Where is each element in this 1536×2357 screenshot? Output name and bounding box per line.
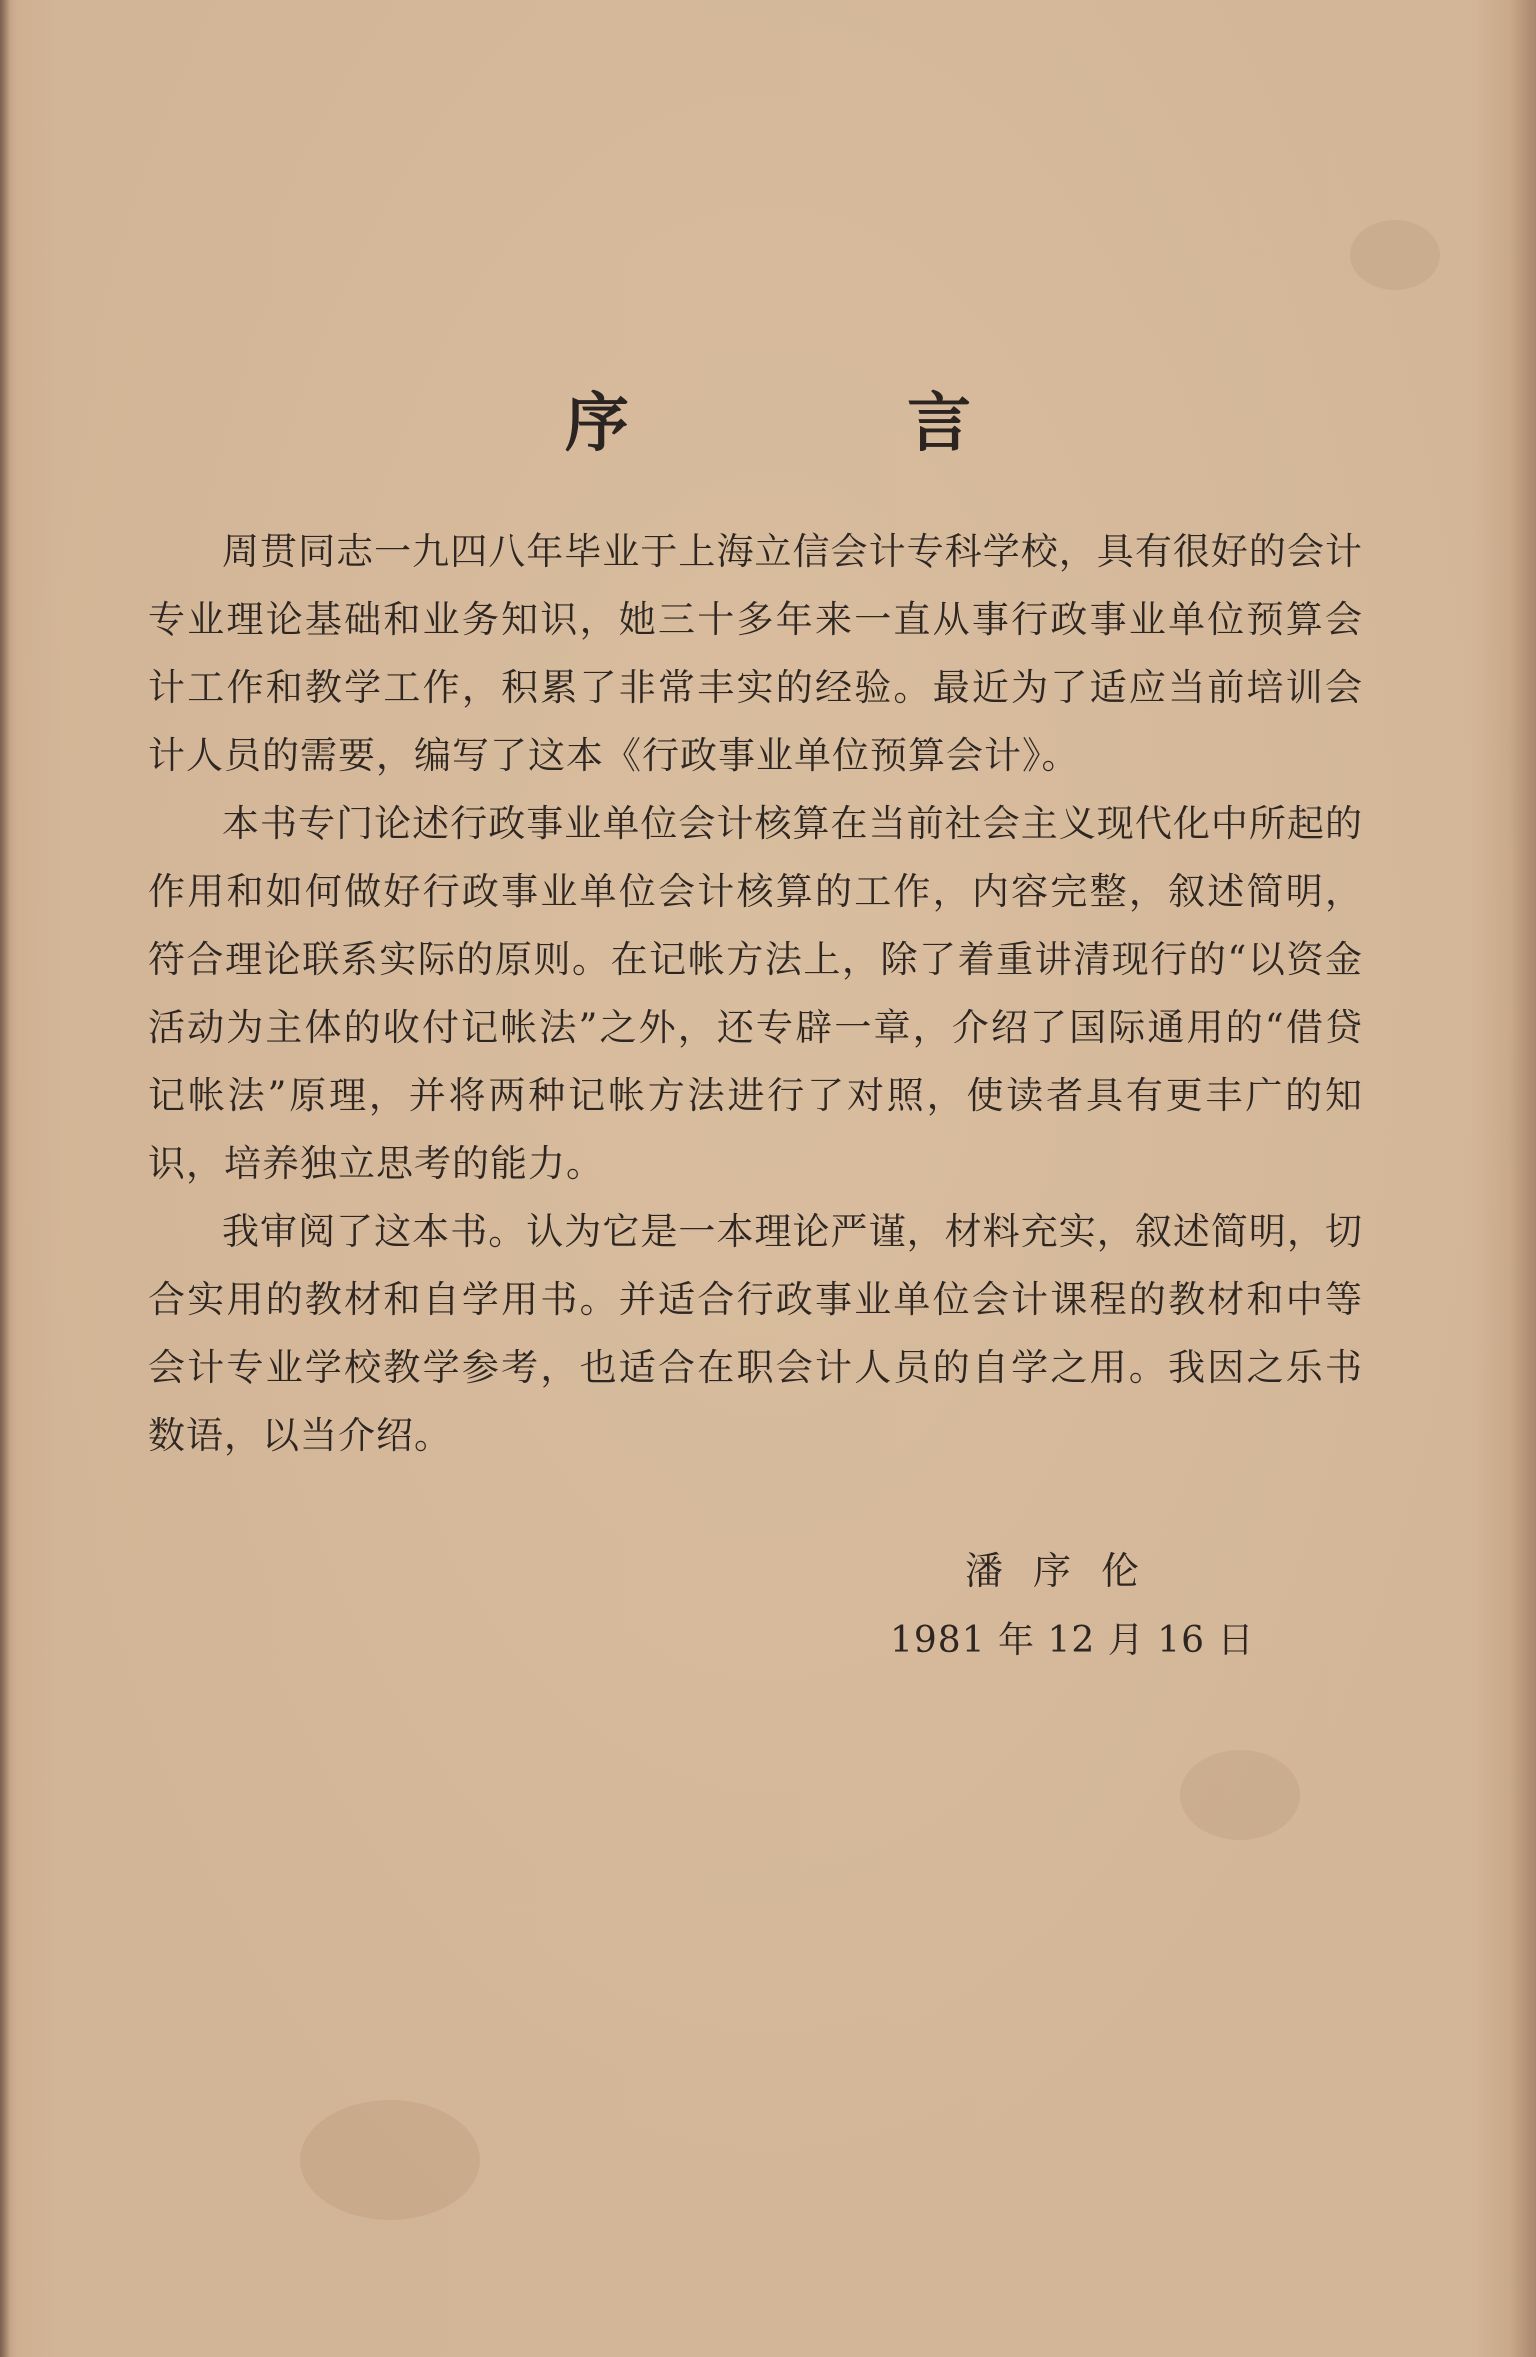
page-title: 序 言 <box>564 386 1100 461</box>
page-edge-shadow <box>0 0 10 2357</box>
paper-stain <box>1350 220 1440 290</box>
preface-body <box>148 518 1363 1470</box>
paper-stain <box>1180 1750 1300 1840</box>
paragraph: 本书专门论述行政事业单位会计核算在当前社会主义现代化中所起的作用和如何做好行政事业单位会计核算的工作，内容完整，叙述简明，符合理论联系实际的原则。在记帐方法上，除了着重讲清现行的“以资金活动为主体的收付记帐法”之外，还专辟一章，介绍了国际通用的“借贷记帐法”原理，并将两种记帐方法进行了对照，使读者具有更丰广的知识，培养独立思考的能力。 <box>148 802 1363 1185</box>
date-line: 1981 年 12 月 16 日 <box>890 1620 1255 1661</box>
paper-stain <box>300 2100 480 2220</box>
paragraph: 周贯同志一九四八年毕业于上海立信会计专科学校，具有很好的会计专业理论基础和业务知识，她三十多年来一直从事行政事业单位预算会计工作和教学工作，积累了非常丰实的经验。最近为了适应当前培训会计人员的需要，编写了这本《行政事业单位预算会计》。 <box>148 530 1363 777</box>
paragraph: 我审阅了这本书。认为它是一本理论严谨，材料充实，叙述简明，切合实用的教材和自学用书。并适合行政事业单位会计课程的教材和中等会计专业学校教学参考，也适合在职会计人员的自学之用。我因之乐书数语，以当介绍。 <box>148 1210 1363 1457</box>
author-signature: 潘序伦 <box>965 1549 1170 1593</box>
